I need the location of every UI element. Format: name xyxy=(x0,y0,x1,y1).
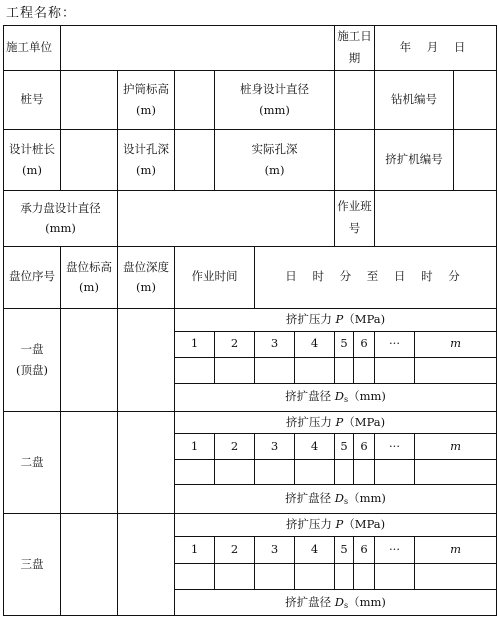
pressure-value-cell[interactable] xyxy=(335,564,354,590)
crew-no-label: 作业班号 xyxy=(335,190,375,246)
design-len-label: 设计桩长 (m) xyxy=(4,129,61,190)
pressure-value-cell[interactable] xyxy=(295,564,335,590)
work-time-header: 作业时间 xyxy=(175,246,255,308)
time-range[interactable]: 日 时 分 至 日 时 分 xyxy=(255,246,497,308)
diameter-label: 挤扩盘径 $D_s(mm)$ xyxy=(175,590,497,616)
plate-elev-value[interactable] xyxy=(61,308,118,411)
design-hole-value[interactable] xyxy=(175,129,215,190)
pressure-value-cell[interactable] xyxy=(295,460,335,485)
crew-no-value[interactable] xyxy=(375,190,497,246)
drill-no-value[interactable] xyxy=(454,70,497,129)
pressure-value-cell[interactable] xyxy=(354,564,375,590)
pressure-col-header: ··· xyxy=(375,331,415,357)
plate-name: 二盘 xyxy=(4,411,61,514)
pressure-col-header: 5 xyxy=(335,537,354,564)
actual-hole-label: 实际孔深 (m) xyxy=(215,129,335,190)
date-value[interactable]: 年 月 日 xyxy=(375,26,497,71)
unit-value-cell[interactable] xyxy=(61,26,335,71)
diameter-label: 挤扩盘径 $D_s(mm)$ xyxy=(175,383,497,411)
pressure-value-cell[interactable] xyxy=(175,357,215,383)
pressure-value-cell[interactable] xyxy=(335,357,354,383)
pressure-col-header: m xyxy=(415,434,497,460)
pressure-col-header: 3 xyxy=(255,537,295,564)
pressure-col-header: 6 xyxy=(354,537,375,564)
pressure-value-cell[interactable] xyxy=(415,564,497,590)
pressure-value-cell[interactable] xyxy=(175,460,215,485)
plate-name: 一盘 (顶盘) xyxy=(4,308,61,411)
pressure-value-cell[interactable] xyxy=(215,357,255,383)
pressure-value-cell[interactable] xyxy=(375,357,415,383)
squeeze-no-value[interactable] xyxy=(454,129,497,190)
pressure-value-cell[interactable] xyxy=(255,357,295,383)
pressure-label: 挤扩压力 P（MPa) xyxy=(175,411,497,434)
pressure-col-header: 6 xyxy=(354,331,375,357)
pressure-value-cell[interactable] xyxy=(354,357,375,383)
design-len-value[interactable] xyxy=(61,129,118,190)
plate-seq-header: 盘位序号 xyxy=(4,246,61,308)
plate-name: 三盘 xyxy=(4,514,61,616)
pressure-label: 挤扩压力 P（MPa) xyxy=(175,514,497,537)
construction-record-table xyxy=(3,25,497,616)
pile-no-value[interactable] xyxy=(61,70,118,129)
pressure-value-cell[interactable] xyxy=(354,460,375,485)
plate-depth-value[interactable] xyxy=(118,308,175,411)
pressure-value-cell[interactable] xyxy=(255,460,295,485)
pressure-col-header: ··· xyxy=(375,434,415,460)
pressure-value-cell[interactable] xyxy=(415,357,497,383)
form-title: 工程名称： xyxy=(6,6,77,21)
pressure-col-header: 2 xyxy=(215,331,255,357)
pile-design-dia-label: 桩身设计直径 (mm) xyxy=(215,70,335,129)
design-hole-label: 设计孔深 (m) xyxy=(118,129,175,190)
pressure-value-cell[interactable] xyxy=(415,460,497,485)
pressure-col-header: 1 xyxy=(175,537,215,564)
pressure-col-header: 4 xyxy=(295,331,335,357)
pressure-label: 挤扩压力 P（MPa) xyxy=(175,308,497,331)
pressure-col-header: 3 xyxy=(255,331,295,357)
pressure-col-header: 4 xyxy=(295,537,335,564)
drill-no-label: 钻机编号 xyxy=(375,70,454,129)
plate-elev-header: 盘位标高 (m) xyxy=(61,246,118,308)
pressure-value-cell[interactable] xyxy=(215,460,255,485)
plate-depth-value[interactable] xyxy=(118,514,175,616)
plate-depth-header: 盘位深度 (m) xyxy=(118,246,175,308)
plate-elev-value[interactable] xyxy=(61,411,118,514)
diameter-label: 挤扩盘径 $D_s(mm)$ xyxy=(175,485,497,514)
casing-elev-label: 护筒标高 (m) xyxy=(118,70,175,129)
pressure-col-header: 1 xyxy=(175,434,215,460)
date-label: 施工日期 xyxy=(335,26,375,71)
pressure-col-header: 2 xyxy=(215,537,255,564)
plate-design-dia-value[interactable] xyxy=(118,190,335,246)
pressure-col-header: m xyxy=(415,537,497,564)
pressure-col-header: 2 xyxy=(215,434,255,460)
pressure-value-cell[interactable] xyxy=(295,357,335,383)
pressure-col-header: ··· xyxy=(375,537,415,564)
pressure-col-header: 3 xyxy=(255,434,295,460)
squeeze-no-label: 挤扩机编号 xyxy=(375,129,454,190)
pile-no-label: 桩号 xyxy=(4,70,61,129)
plate-elev-value[interactable] xyxy=(61,514,118,616)
pressure-col-header: 4 xyxy=(295,434,335,460)
plate-depth-value[interactable] xyxy=(118,411,175,514)
pressure-value-cell[interactable] xyxy=(375,564,415,590)
actual-hole-value[interactable] xyxy=(335,129,375,190)
pressure-value-cell[interactable] xyxy=(255,564,295,590)
pile-design-dia-value[interactable] xyxy=(335,70,375,129)
pressure-col-header: 6 xyxy=(354,434,375,460)
pressure-value-cell[interactable] xyxy=(215,564,255,590)
pressure-value-cell[interactable] xyxy=(335,460,354,485)
plate-design-dia-label: 承力盘设计直径 (mm) xyxy=(4,190,118,246)
pressure-col-header: m xyxy=(415,331,497,357)
pressure-value-cell[interactable] xyxy=(175,564,215,590)
pressure-col-header: 1 xyxy=(175,331,215,357)
pressure-col-header: 5 xyxy=(335,434,354,460)
unit-label: 施工单位 xyxy=(4,26,61,71)
pressure-col-header: 5 xyxy=(335,331,354,357)
pressure-value-cell[interactable] xyxy=(375,460,415,485)
casing-elev-value[interactable] xyxy=(175,70,215,129)
